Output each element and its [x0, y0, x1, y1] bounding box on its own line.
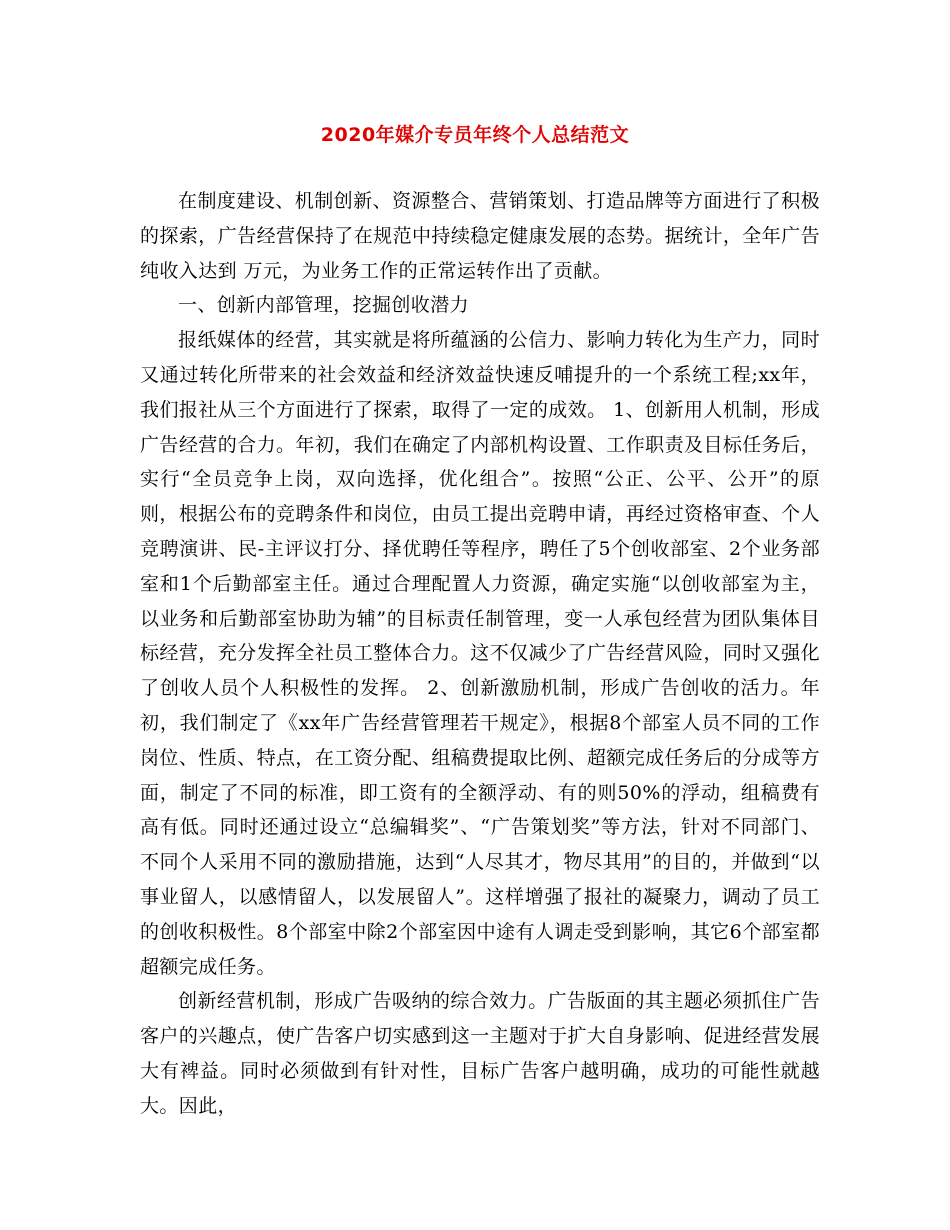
- document-title: 2020年媒介专员年终个人总结范文: [320, 124, 630, 146]
- paragraph-operation: 创新经营机制，形成广告吸纳的综合效力。广告版面的其主题必须抓住广告客户的兴趣点，使广告客户切实感到这一主题对于扩大自身影响、促进经营发展大有裨益。同时必须做到有针对性，目标广告客户越明确，成功的可能性就越大。因此，: [140, 990, 820, 1117]
- section-heading: 一、创新内部管理，挖掘创收潜力: [178, 294, 470, 317]
- document-body: [140, 184, 820, 1124]
- paragraph-management: 报纸媒体的经营，其实就是将所蕴涵的公信力、影响力转化为生产力，同时又通过转化所带来的社会效益和经济效益快速反哺提升的一个系统工程;xx年，我们报社从三个方面进行了探索，取得了一定的成效。 1、创新用人机制，形成广告经营的合力。年初，我们在确定了内部机构设置、工作职责及目标任务后，实行“全员竞争上岗，双向选择，优化组合”。按照“公正、公平、公开”的原则，根据公布的竞聘条件和岗位，由员工提出竞聘申请，再经过资格审查、个人竞聘演讲、民-主评议打分、择优聘任等程序，聘任了5个创收部室、2个业务部室和1个后勤部室主任。通过合理配置人力资源，确定实施“以创收部室为主，以业务和后勤部室协助为辅”的目标责任制管理，变一人承包经营为团队集体目标经营，充分发挥全社员工整体合力。这不仅减少了广告经营风险，同时又强化了创收人员个人积极性的发挥。 2、创新激励机制，形成广告创收的活力。年初，我们制定了《xx年广告经营管理若干规定》，根据8个部室人员不同的工作岗位、性质、特点，在工资分配、组稿费提取比例、超额完成任务后的分成等方面，制定了不同的标准，即工资有的全额浮动、有的则50%的浮动，组稿费有高有低。同时还通过设立“总编辑奖”、“广告策划奖”等方法，针对不同部门、不同个人采用不同的激励措施，达到“人尽其才，物尽其用”的目的，并做到“以事业留人，以感情留人，以发展留人”。这样增强了报社的凝聚力，调动了员工的创收积极性。8个部室中除2个部室因中途有人调走受到影响，其它6个部室都超额完成任务。: [140, 329, 820, 978]
- paragraph-intro: 在制度建设、机制创新、资源整合、营销策划、打造品牌等方面进行了积极的探索，广告经营保持了在规范中持续稳定健康发展的态势。据统计，全年广告纯收入达到 万元，为业务工作的正常运转作出了贡献。: [140, 190, 820, 282]
